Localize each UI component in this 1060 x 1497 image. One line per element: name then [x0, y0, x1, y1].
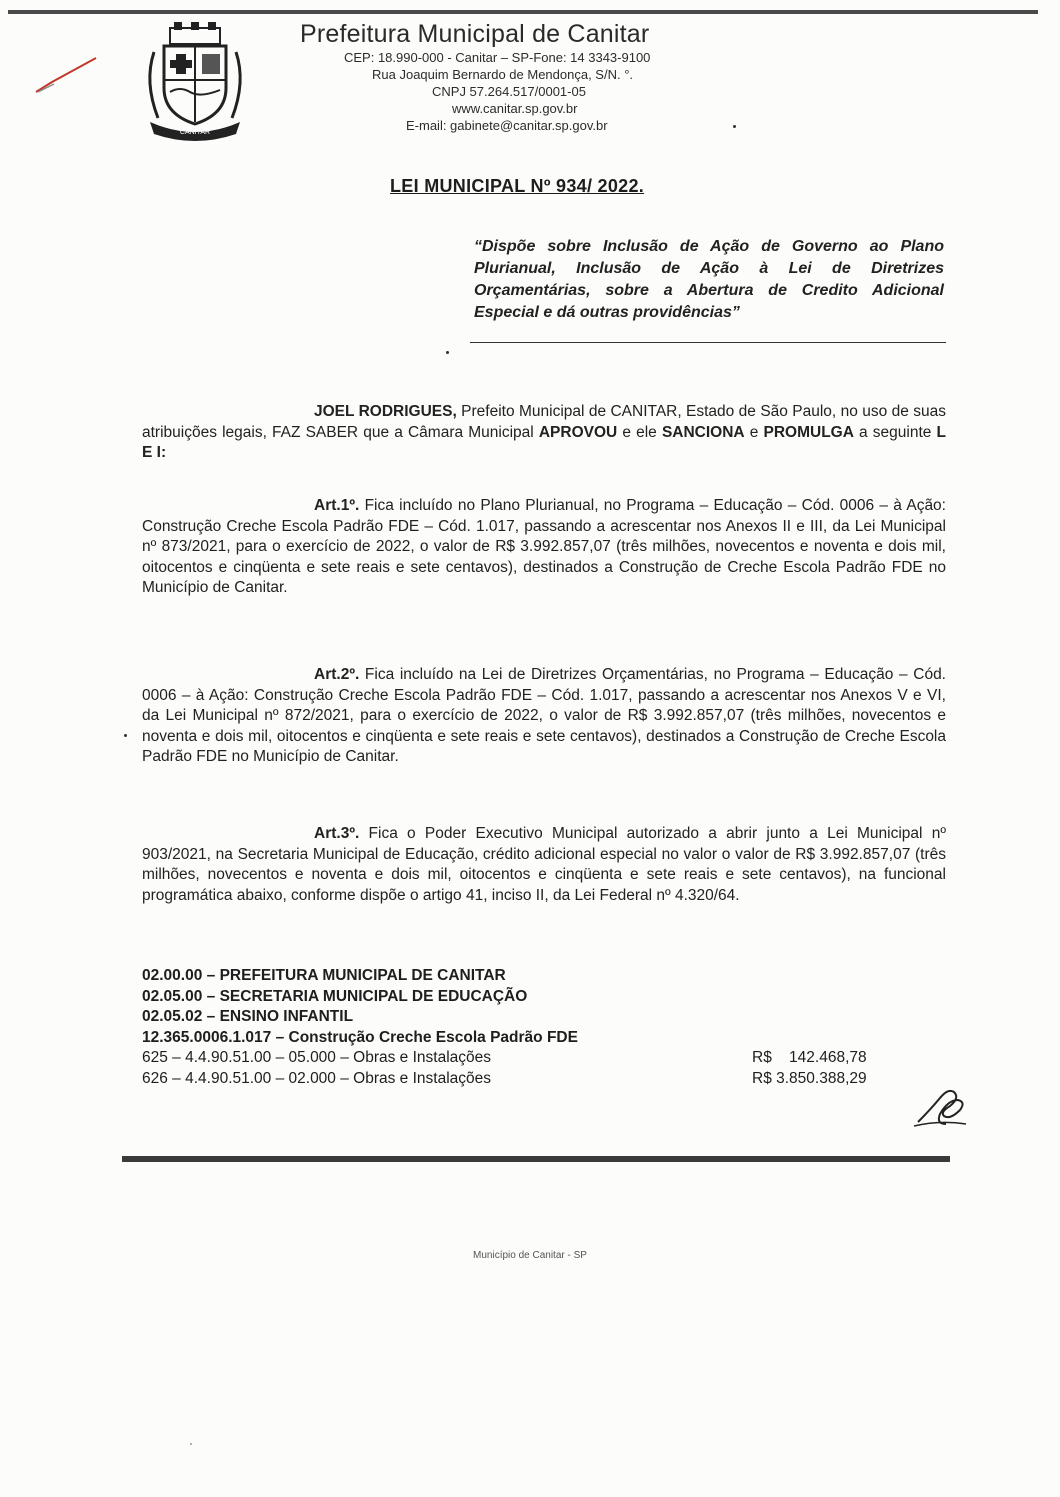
header-cnpj: CNPJ 57.264.517/0001-05 [432, 84, 586, 99]
promulga-word: PROMULGA [763, 423, 854, 441]
header-address: Rua Joaquim Bernardo de Mendonça, S/N. °. [372, 67, 634, 82]
article-text: Fica o Poder Executivo Municipal autorizado a abrir junto a Lei Municipal nº 903/2021, na Secretaria Municipal de Educação, crédito adicional especial no valor o valor de R$ 3.992.857,07 (três milhões, novecentos e noventa e dois mil, oitocentos e cinqüenta e sete reais e sete centavos), na funcional programática abaixo, conforme dispõe o artigo 41, inciso II, da Lei Federal nº 4.320/64. [142, 825, 946, 904]
budget-line-prefeitura: 02.00.00 – PREFEITURA MUNICIPAL DE CANITAR [142, 967, 506, 984]
header-website: www.canitar.sp.gov.br [452, 101, 578, 116]
scan-top-edge [8, 10, 1038, 14]
article-3 [142, 824, 946, 906]
footer-municipality: Município de Canitar - SP [473, 1250, 587, 1261]
preamble-text: Prefeito Municipal de CANITAR, Estado de São Paulo, no uso de suas atribuições legais, FAZ SABER que a Câmara Municipal [142, 403, 946, 441]
article-1 [142, 496, 946, 599]
preamble-text: e [744, 423, 764, 441]
municipal-crest-icon [140, 22, 250, 142]
scan-speck [190, 1443, 192, 1445]
article-text: Fica incluído na Lei de Diretrizes Orçamentárias, no Programa – Educação – Cód. 0006 – à Ação: Construção Creche Escola Padrão FDE – Cód. 1.017, passando a acrescentar nos Anexos V e VI, da Lei Municipal nº 872/2021, para o exercício de 2022, o valor de R$ 3.992.857,07 (três milhões, novecentos e noventa e dois mil, oitocentos e cinqüenta e sete reais e sete centavos), destinados a Construção de Creche Escola Padrão FDE no Município de Canitar. [142, 666, 946, 765]
mayor-name: JOEL RODRIGUES, [314, 403, 457, 420]
summary-underline [470, 342, 946, 343]
scan-speck [733, 125, 736, 128]
law-summary: “Dispõe sobre Inclusão de Ação de Governo ao Plano Plurianual, Inclusão de Ação à Lei de Diretrizes Orçamentárias, sobre a Abertura de Credito Adicional Especial e dá outras providências” [474, 238, 944, 321]
budget-row-amount: R$ 3.850.388,29 [752, 1069, 867, 1087]
budget-line-ensino: 02.05.02 – ENSINO INFANTIL [142, 1008, 354, 1025]
budget-row-626 [142, 1069, 902, 1090]
scan-speck [124, 734, 127, 737]
sanciona-word: SANCIONA [661, 423, 745, 441]
header-email: E-mail: gabinete@canitar.sp.gov.br [406, 118, 608, 133]
budget-row-625 [142, 1048, 902, 1069]
preamble-text: a seguinte [853, 423, 937, 441]
header-cep-phone: CEP: 18.990-000 - Canitar – SP-Fone: 14 3343-9100 [344, 50, 651, 65]
budget-line-program: 12.365.0006.1.017 – Construção Creche Escola Padrão FDE [142, 1028, 578, 1046]
budget-row-description: 626 – 4.4.90.51.00 – 02.000 – Obras e Instalações [142, 1069, 492, 1087]
article-text: Fica incluído no Plano Plurianual, no Programa – Educação – Cód. 0006 – à Ação: Construção Creche Escola Padrão FDE – Cód. 1.017, passando a acrescentar nos Anexos II e III, da Lei Municipal nº 873/2021, para o exercício de 2022, o valor de R$ 3.992.857,07 (três milhões, novecentos e noventa e dois mil, oitocentos e cinqüenta e sete reais e sete centavos), destinados a Construção de Creche Escola Padrão FDE no Município de Canitar. [142, 497, 946, 596]
organization-name: Prefeitura Municipal de Canitar [300, 20, 650, 48]
budget-line-secretaria: 02.05.00 – SECRETARIA MUNICIPAL DE EDUCAÇÃO [142, 987, 528, 1005]
budget-row-amount: R$ 142.468,78 [752, 1049, 867, 1066]
scan-speck [446, 351, 449, 354]
handwritten-initials-signature [910, 1080, 970, 1130]
budget-row-description: 625 – 4.4.90.51.00 – 05.000 – Obras e Instalações [142, 1049, 492, 1066]
article-label: Art.2º. [314, 666, 360, 683]
budget-allocation [142, 966, 902, 1089]
article-2 [142, 665, 946, 768]
footer-divider [122, 1156, 950, 1162]
article-label: Art.1º. [314, 497, 360, 514]
law-title: LEI MUNICIPAL Nº 934/ 2022. [390, 176, 645, 196]
preamble-paragraph [142, 402, 946, 464]
lei-word: L E I: [142, 423, 947, 461]
approved-word: APROVOU [538, 423, 618, 441]
article-label: Art.3º. [314, 825, 360, 842]
preamble-text: e ele [617, 423, 662, 441]
crest-banner-label: CANITAR [179, 129, 211, 136]
letterhead [300, 20, 770, 134]
pen-stroke-mark [34, 56, 98, 96]
